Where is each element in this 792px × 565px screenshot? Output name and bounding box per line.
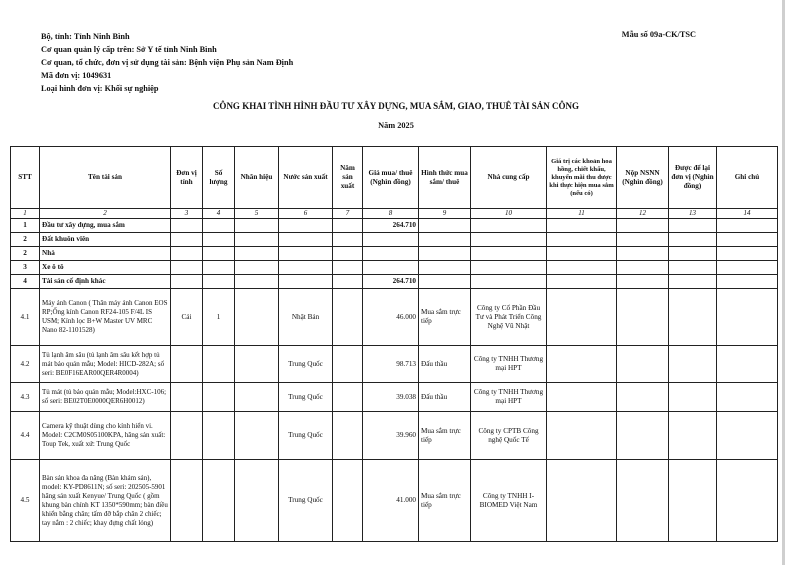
col-number: 3: [171, 209, 203, 219]
section-price: 264.710: [363, 219, 419, 233]
col-number: 5: [235, 209, 279, 219]
col-header: Giá mua/ thuê (Nghìn đồng): [363, 147, 419, 209]
header-parent-agency: Cơ quan quản lý cấp trên: Sở Y tế tỉnh Ninh Bình: [41, 45, 217, 54]
item-name: Camera kỹ thuật dùng cho kính hiển vi. Model: C2CM0S05100KPA, hãng sản xuất: Toup Tek, xuất xứ: Trung Quốc: [40, 412, 171, 460]
form-code: Mẫu số 09a-CK/TSC: [621, 30, 696, 39]
col-number: 4: [203, 209, 235, 219]
item-supplier: Công ty CPTB Công nghệ Quốc Tế: [471, 412, 547, 460]
item-year: [333, 346, 363, 383]
item-unit: [171, 412, 203, 460]
item-qty: [203, 383, 235, 412]
item-year: [333, 460, 363, 542]
item-name: Tủ lạnh âm sâu (tủ lạnh âm sâu kết hợp tủ mát bảo quản mẫu; Model: HICD-282A; số seri: BE0F16EAR00QER4R0004): [40, 346, 171, 383]
col-header: Tên tài sản: [40, 147, 171, 209]
col-header: Năm sản xuất: [333, 147, 363, 209]
col-header: Hình thức mua sắm/ thuê: [419, 147, 471, 209]
section-stt: 2: [11, 233, 40, 247]
item-year: [333, 412, 363, 460]
col-number: 6: [279, 209, 333, 219]
column-header-row: [11, 147, 778, 209]
item-country: Trung Quốc: [279, 412, 333, 460]
column-number-row: [11, 209, 778, 219]
item-brand: [235, 289, 279, 346]
section-price: [363, 233, 419, 247]
col-number: 9: [419, 209, 471, 219]
item-stt: 4.1: [11, 289, 40, 346]
item-name: Bàn sản khoa đa năng (Bàn khám sản), model: KY-PD8611N; số seri: 202505-5901 hãng sản xuất Kenyue/ Trung Quốc ( gồm khung bàn chính KT 1350*590mm; bàn điều khiển bằng chân; tấm đỡ bắp chân 2 chiếc; tay nắm : 2 chiếc; khay đựng chất lỏng): [40, 460, 171, 542]
section-row: [11, 275, 778, 289]
asset-table: [10, 146, 778, 542]
item-supplier: Công ty TNHH I-BIOMED Việt Nam: [471, 460, 547, 542]
section-price: [363, 247, 419, 261]
item-unit: [171, 346, 203, 383]
item-country: Nhật Bản: [279, 289, 333, 346]
item-qty: [203, 412, 235, 460]
item-brand: [235, 460, 279, 542]
item-stt: 4.4: [11, 412, 40, 460]
section-row: [11, 219, 778, 233]
col-number: 10: [471, 209, 547, 219]
item-row: [11, 460, 778, 542]
item-brand: [235, 346, 279, 383]
col-header: Số lượng: [203, 147, 235, 209]
item-method: Đấu thầu: [419, 346, 471, 383]
header-unit-code: Mã đơn vị: 1049631: [41, 71, 112, 80]
item-unit: Cái: [171, 289, 203, 346]
section-name: Tài sản cố định khác: [40, 275, 171, 289]
item-price: 46.000: [363, 289, 419, 346]
item-supplier: Công ty Cổ Phần Đầu Tư và Phát Triển Công Nghệ Vũ Nhật: [471, 289, 547, 346]
section-name: Đất khuôn viên: [40, 233, 171, 247]
section-row: [11, 261, 778, 275]
item-qty: [203, 460, 235, 542]
item-method: Mua sắm trực tiếp: [419, 289, 471, 346]
item-price: 41.000: [363, 460, 419, 542]
item-supplier: Công ty TNHH Thương mại HPT: [471, 346, 547, 383]
col-header: Ghi chú: [717, 147, 778, 209]
header-organization: Cơ quan, tổ chức, đơn vị sử dụng tài sản: Bệnh viện Phụ sản Nam Định: [41, 58, 294, 67]
item-brand: [235, 412, 279, 460]
section-name: Xe ô tô: [40, 261, 171, 275]
item-qty: 1: [203, 289, 235, 346]
scan-edge: [782, 0, 785, 565]
col-number: 8: [363, 209, 419, 219]
item-name: Tủ mát (tủ bảo quản mẫu; Model:HXC-106; số seri: BE02T0E0000QER6H0012): [40, 383, 171, 412]
item-price: 98.713: [363, 346, 419, 383]
section-name: Nhà: [40, 247, 171, 261]
header-block: [41, 30, 293, 95]
item-method: Mua sắm trực tiếp: [419, 460, 471, 542]
item-year: [333, 383, 363, 412]
item-brand: [235, 383, 279, 412]
item-price: 39.038: [363, 383, 419, 412]
col-number: 1: [11, 209, 40, 219]
col-header: Nhà cung cấp: [471, 147, 547, 209]
col-header: Nước sản xuất: [279, 147, 333, 209]
item-row: [11, 412, 778, 460]
item-row: [11, 383, 778, 412]
col-header: Nộp NSNN (Nghìn đồng): [617, 147, 669, 209]
section-stt: 1: [11, 219, 40, 233]
item-country: Trung Quốc: [279, 460, 333, 542]
item-year: [333, 289, 363, 346]
page-title: CÔNG KHAI TÌNH HÌNH ĐẦU TƯ XÂY DỰNG, MUA SẮM, GIAO, THUÊ TÀI SẢN CÔNG: [212, 101, 580, 111]
section-row: [11, 233, 778, 247]
col-header: Giá trị các khoản hoa hồng, chiết khấu, khuyến mãi thu được khi thực hiện mua sắm (nếu có): [547, 147, 617, 209]
item-name: Máy ảnh Canon ( Thân máy ảnh Canon EOS RP;Ống kính Canon RF24-105 F/4L IS USM; Kính lọc B+W Master UV MRC Nano 82-1101528): [40, 289, 171, 346]
item-supplier: Công ty TNHH Thương mại HPT: [471, 383, 547, 412]
section-stt: 3: [11, 261, 40, 275]
item-unit: [171, 383, 203, 412]
item-stt: 4.5: [11, 460, 40, 542]
item-row: [11, 289, 778, 346]
col-number: 13: [669, 209, 717, 219]
section-stt: 4: [11, 275, 40, 289]
item-method: Đấu thầu: [419, 383, 471, 412]
item-row: [11, 346, 778, 383]
col-number: 11: [547, 209, 617, 219]
col-number: 7: [333, 209, 363, 219]
col-number: 14: [717, 209, 778, 219]
header-unit-type: Loại hình đơn vị: Khối sự nghiệp: [41, 84, 159, 93]
col-header: Đơn vị tính: [171, 147, 203, 209]
col-number: 12: [617, 209, 669, 219]
item-qty: [203, 346, 235, 383]
col-header: Được để lại đơn vị (Nghìn đồng): [669, 147, 717, 209]
item-stt: 4.3: [11, 383, 40, 412]
section-stt: 2: [11, 247, 40, 261]
section-name: Đầu tư xây dựng, mua sắm: [40, 219, 171, 233]
report-year: Năm 2025: [378, 121, 414, 130]
section-price: [363, 261, 419, 275]
header-ministry: Bộ, tỉnh: Tỉnh Ninh Bình: [41, 32, 130, 41]
col-number: 2: [40, 209, 171, 219]
item-method: Mua sắm trực tiếp: [419, 412, 471, 460]
item-country: Trung Quốc: [279, 346, 333, 383]
item-country: Trung Quốc: [279, 383, 333, 412]
item-price: 39.960: [363, 412, 419, 460]
section-price: 264.710: [363, 275, 419, 289]
col-header: Nhãn hiệu: [235, 147, 279, 209]
col-header: STT: [11, 147, 40, 209]
section-row: [11, 247, 778, 261]
item-unit: [171, 460, 203, 542]
item-stt: 4.2: [11, 346, 40, 383]
